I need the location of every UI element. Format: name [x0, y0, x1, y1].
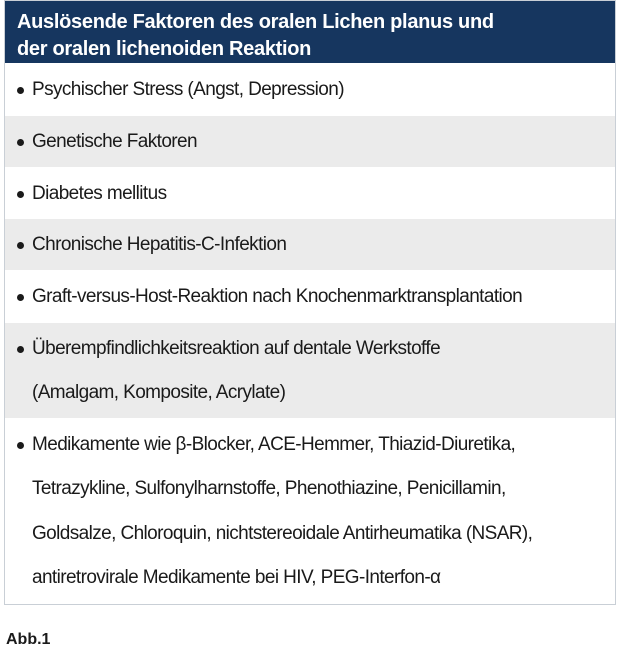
list-item [5, 322, 615, 418]
list-item-text: Graft-versus-Host-Reaktion nach Knochenmarktransplantation [32, 285, 523, 307]
list-item-text: Genetische Faktoren [32, 130, 197, 152]
list-item-text: antiretrovirale Medikamente bei HIV, PEG-Interfon-α [32, 567, 441, 588]
list-item [5, 63, 615, 115]
bullet-icon [17, 139, 24, 146]
bullet-icon [17, 87, 24, 94]
list-item-text: Überempfindlichkeitsreaktion auf dentale Werkstoffe [32, 337, 441, 359]
list-item-text: Chronische Hepatitis-C-Infektion [32, 233, 287, 255]
table-title-line: Auslösende Faktoren des oralen Lichen planus und [17, 11, 494, 33]
bullet-icon [17, 346, 24, 353]
list-item-text: Goldsalze, Chloroquin, nichtstereoidale Antirheumatika (NSAR), [32, 522, 533, 544]
list-item-text: (Amalgam, Komposite, Acrylate) [32, 381, 286, 403]
figure-caption: Abb.1 [6, 631, 51, 648]
table-title-line: der oralen lichenoiden Reaktion [17, 38, 312, 60]
list-item [5, 270, 615, 322]
list-item-text: Diabetes mellitus [32, 182, 167, 204]
bullet-icon [17, 294, 24, 301]
bullet-icon [17, 242, 24, 249]
list-item-text: Tetrazykline, Sulfonylharnstoffe, Phenothiazine, Penicillamin, [32, 478, 506, 499]
list-item [5, 115, 615, 167]
list-item [5, 418, 615, 604]
list-item [5, 218, 615, 270]
bullet-icon [17, 442, 24, 449]
factors-table [4, 0, 616, 605]
factor-list [5, 63, 615, 604]
list-item-text: Medikamente wie β-Blocker, ACE-Hemmer, Thiazid-Diuretika, [32, 433, 516, 455]
list-item [5, 167, 615, 218]
list-item-text: Psychischer Stress (Angst, Depression) [32, 78, 344, 100]
table-title [5, 1, 615, 63]
bullet-icon [17, 191, 24, 198]
